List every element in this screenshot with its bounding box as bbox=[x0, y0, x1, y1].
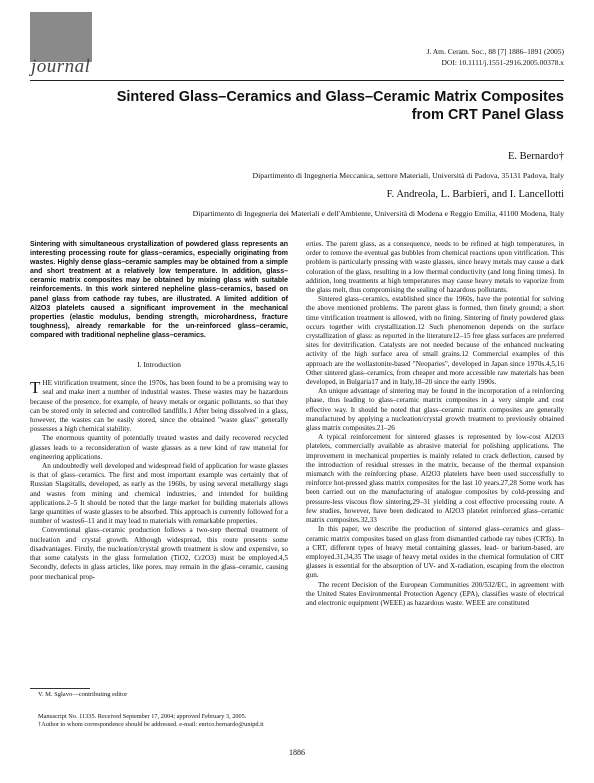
body-paragraph: A typical reinforcement for sintered glasses is represented by low-cost Al2O3 platelets, commercially available as abrasive material for polishing applications. The improvement in mechanical properties is mainly related to crack deflection, caused by the introduction of residual stresses in the matrix, because of the thermal expansion mismatch with the reinforcing phase. Al2O3 platelets have been used successfully to reinforce hot-pressed glass matrix composites for the last 10 years.27,28 Some work has been carried out on the manufacturing of analogue composites by cold-pressing and pressure-less viscous flow sintering,29–31 yielding a cost effective processing route. A few studies, however, have been dedicated to Al2O3 platelet reinforced glass–ceramic matrix composites.32,33 bbox=[306, 433, 564, 525]
contributing-editor-note: V. M. Sglavo—contributing editor bbox=[38, 691, 128, 698]
body-paragraph: In this paper, we describe the production of sintered glass–ceramics and glass–ceramic matrix composites based on glass from dismantled cathode ray tubes (CRTs). In a CRT, different types of heavy metal containing glasses, lead- or barium-based, are employed.31,34,35 The usage of heavy metal oxides in the chemical formulation of CRT glasses is essential for the absorption of UV- and X-radiation, escaping from the electron gun. bbox=[306, 525, 564, 580]
intro-paragraph: The enormous quantity of potentially treated wastes and daily recovered recycled glasses leads to a reconsideration of waste glasses as a new kind of raw material for engineering applications. bbox=[30, 434, 288, 461]
manuscript-footnote bbox=[38, 713, 288, 729]
intro-paragraph: Conventional glass–ceramic production follows a two-step thermal treatment of nucleation and crystal growth. Although widespread, this route presents some disadvantages. Firstly, the nucleation/crystal growth treatment is slow and expensive, so that some catalysts in the glass formulation (TiO2, Cr2O3) must be employed.4,5 Secondly, defects in glass articles, like pores, may remain in the glass–ceramic, causing poor mechanical prop- bbox=[30, 526, 288, 581]
header-rule bbox=[30, 80, 564, 81]
correspondence-note: †Author to whom correspondence should be addressed. e-mail: enrico.bernardo@unipd.it bbox=[38, 721, 264, 729]
manuscript-info: Manuscript No. 11335. Received September 17, 2004; approved February 3, 2005. bbox=[38, 713, 247, 720]
journal-logo bbox=[30, 12, 92, 80]
article-title: Sintered Glass–Ceramics and Glass–Ceramic Matrix Composites from CRT Panel Glass bbox=[116, 89, 564, 123]
abstract: Sintering with simultaneous crystallization of powdered glass represents an interesting processing route for glass–ceramics, especially originating from wastes. Highly dense glass–ceramic samples may be obtained from a simple and short treatment at a relatively low temperature. In addition, glass–ceramic matrix composites may be obtained by mixing glass with suitable reinforcements. In this work sintered nepheline glass–ceramics, based on panel glass from cathode ray tubes, are illustrated. A limited addition of Al2O3 platelets caused a significant improvement in the mechanical properties (elastic modulus, bending strength, microhardness, fracture toughness), already remarkable for the un-reinforced glass–ceramic, compared with traditional nepheline glass–ceramics. bbox=[30, 241, 288, 339]
intro-paragraph: An undoubtedly well developed and widespread field of application for waste glasses is that of glass–ceramics. The first and most important example was certainly that of Russian Slagsitalls, developed, as early as the 1960s, by using several metallurgy slags and wastes from mining and chemical industries, and intended for building applications.2–5 It should be noted that the large market for building materials allows large quantities of waste glasses to be absorbed. This approach is currently followed for a number of wastes6–11 and it may lead to materials with remarkable properties. bbox=[30, 462, 288, 526]
author-primary: E. Bernardo† bbox=[508, 151, 564, 162]
citation-block bbox=[427, 46, 565, 68]
affiliation-primary: Dipartimento di Ingegneria Meccanica, settore Materiali, Università di Padova, 35131 Padova, Italy bbox=[252, 171, 564, 180]
intro-paragraph bbox=[30, 379, 288, 434]
left-column bbox=[30, 240, 288, 582]
body-paragraph: Sintered glass–ceramics, established since the 1960s, have the potential for solving the above mentioned problems. The parent glass is formed, then finely ground; a short time vitrification treatment is allowed, with no fining. Sintering of finely powdered glass occurs together with crystallization.12 Such phenomenon depends on the surface crystallization of glass: as reported in the literature12–15 free glass surfaces are preferred sites for devitrification. Catalysts are not needed because of the enhanced nucleating activity of the high surface area of small grains.12 Commercial examples of this approach are the wollastonite-based "Neoparies", developed in Japan since 1970s.4,5,16 Other sintered glass–ceramics, from cheaper and more accessible raw materials has been developed, in Bulgaria17 and in Italy,18–20 since the early 1990s. bbox=[306, 295, 564, 387]
affiliation-secondary: Dipartimento di Ingegneria dei Materiali e dell'Ambiente, Università di Modena e Reggio Emilia, 41100 Modena, Italy bbox=[192, 209, 564, 218]
citation-line: J. Am. Ceram. Soc., 88 [7] 1886–1891 (2005) bbox=[426, 47, 564, 56]
journal-logo-text: journal bbox=[31, 56, 91, 77]
journal-logo-box bbox=[30, 12, 92, 62]
body-paragraph: An unique advantage of sintering may be found in the incorporation of a reinforcing phase, thus leading to glass–ceramic matrix composites in a very simple and cost effective way. It should be noted that glass–ceramic matrix composites are generally manufactured by applying a nucleation/crystal growth treatment to previously obtained glass matrix composites.21–26 bbox=[306, 387, 564, 433]
page-number: 1886 bbox=[289, 748, 305, 757]
doi-line[interactable]: DOI: 10.1111/j.1551-2916.2005.00378.x bbox=[441, 58, 564, 67]
body-paragraph: erties. The parent glass, as a consequence, needs to be refined at high temperatures, in order to remove the eventual gas bubbles from chemical reactions upon vitrification. This problem is particularly pressing with waste glasses, since heavy metals may cause a dark coloration of the glass, resulting in a low thermal conductivity (and long fining times). In addition, long treatments at high temperatures may cause heavy metals to vaporize from the glass melt, thus compromising the sealing of hazardous pollutants. bbox=[306, 240, 564, 295]
body-paragraph: The recent Decision of the European Communities 200/532/EC, in agreement with the United States Environmental Protection Agency (EPA), classifies waste of electrical and electronic equipment (WEEE) as hazardous waste. WEEE are constituted bbox=[306, 580, 564, 607]
right-column bbox=[306, 240, 564, 608]
author-secondary: F. Andreola, L. Barbieri, and I. Lancellotti bbox=[386, 189, 564, 200]
drop-cap: T bbox=[30, 378, 41, 398]
section-heading-introduction: I. Introduction bbox=[137, 360, 181, 370]
intro-paragraph-text: HE vitrification treatment, since the 1970s, has been found to be a promising way to seal and make inert a number of industrial wastes. These wastes may be hazardous because of the presence, for example, of heavy metals or organic pollutants, so that they can be stored only in selected and controlled landfills.1 After being dissolved in a glass, however, the wastes can be easily stored, since the obtained "waste glass" generally possesses a high chemical stability. bbox=[30, 379, 288, 434]
footnote-rule bbox=[30, 688, 90, 689]
